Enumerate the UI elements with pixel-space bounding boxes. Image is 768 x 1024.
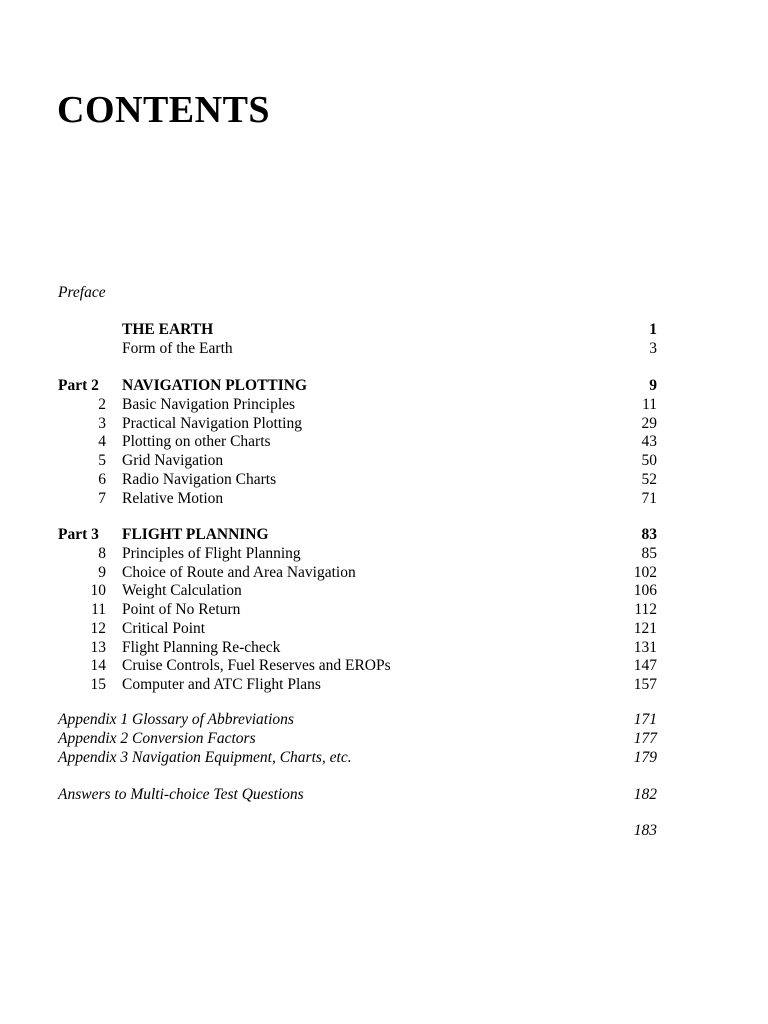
chapter-number: 11 xyxy=(91,601,106,618)
chapter-number: 10 xyxy=(90,582,106,599)
page-number: 3 xyxy=(649,340,657,357)
chapter-title: Grid Navigation xyxy=(122,452,224,469)
chapter-title: Practical Navigation Plotting xyxy=(122,415,302,432)
chapter-title: Radio Navigation Charts xyxy=(122,471,277,488)
chapter-title: Basic Navigation Principles xyxy=(122,396,296,413)
page-number: 71 xyxy=(641,490,657,507)
page-number: 50 xyxy=(641,452,657,469)
chapter-title: Relative Motion xyxy=(122,490,224,507)
page-number: 179 xyxy=(633,749,657,766)
preface-entry: Preface xyxy=(58,284,106,301)
chapter-number: 14 xyxy=(90,657,106,674)
chapter-title: Form of the Earth xyxy=(122,340,233,357)
chapter-title: Weight Calculation xyxy=(122,582,242,599)
chapter-number: 9 xyxy=(98,564,106,581)
chapter-number: 2 xyxy=(98,396,106,413)
chapter-title: Cruise Controls, Fuel Reserves and EROPs xyxy=(122,657,391,674)
page-number: 102 xyxy=(633,564,657,581)
chapter-row xyxy=(0,451,768,470)
chapter-row xyxy=(0,675,768,694)
chapter-row xyxy=(0,432,768,451)
chapter-row xyxy=(0,395,768,414)
chapter-number: 8 xyxy=(98,545,106,562)
chapter-number: 7 xyxy=(98,490,106,507)
page-number: 52 xyxy=(641,471,657,488)
chapter-title: Point of No Return xyxy=(122,601,241,618)
page-number: 9 xyxy=(649,377,657,394)
page-number: 85 xyxy=(641,545,657,562)
appendix-title: Appendix 1 Glossary of Abbreviations xyxy=(58,711,294,728)
part1-heading-row xyxy=(0,320,768,339)
chapter-row xyxy=(0,489,768,508)
chapter-title: Plotting on other Charts xyxy=(122,433,271,450)
chapter-number: 12 xyxy=(90,620,106,637)
page-number: 112 xyxy=(634,601,657,618)
part-heading: FLIGHT PLANNING xyxy=(122,526,269,543)
chapter-row xyxy=(0,544,768,563)
page-number: 43 xyxy=(641,433,657,450)
page-number: 177 xyxy=(633,730,657,747)
chapter-row xyxy=(0,339,768,358)
chapter-title: Flight Planning Re-check xyxy=(122,639,281,656)
page-number: 11 xyxy=(642,396,657,413)
chapter-number: 4 xyxy=(98,433,106,450)
page-number: 171 xyxy=(633,711,657,728)
page-number: 83 xyxy=(641,526,657,543)
final-page-number: 183 xyxy=(633,822,657,839)
chapter-row xyxy=(0,638,768,657)
chapter-title: Choice of Route and Area Navigation xyxy=(122,564,356,581)
chapter-number: 6 xyxy=(98,471,106,488)
chapter-title: Critical Point xyxy=(122,620,206,637)
page-number: 147 xyxy=(633,657,657,674)
page-number: 1 xyxy=(649,321,657,338)
part-heading: NAVIGATION PLOTTING xyxy=(122,377,308,394)
chapter-number: 13 xyxy=(90,639,106,656)
page-number: 182 xyxy=(633,786,657,803)
page-number: 106 xyxy=(633,582,657,599)
appendix-row xyxy=(0,729,768,748)
appendix-title: Appendix 2 Conversion Factors xyxy=(58,730,256,747)
page-number: 157 xyxy=(633,676,657,693)
page-number: 121 xyxy=(633,620,657,637)
part-label: Part 3 xyxy=(58,526,99,543)
appendix-title: Appendix 3 Navigation Equipment, Charts, etc. xyxy=(58,749,352,766)
answers-row xyxy=(0,785,768,804)
chapter-title: Computer and ATC Flight Plans xyxy=(122,676,321,693)
chapter-number: 5 xyxy=(98,452,106,469)
chapter-number: 15 xyxy=(90,676,106,693)
chapter-row xyxy=(0,656,768,675)
part3-heading-row xyxy=(0,525,768,544)
chapter-row xyxy=(0,600,768,619)
page-number: 29 xyxy=(641,415,657,432)
appendix-row xyxy=(0,748,768,767)
chapter-row xyxy=(0,414,768,433)
chapter-title: Principles of Flight Planning xyxy=(122,545,301,562)
appendix-row xyxy=(0,710,768,729)
answers-title: Answers to Multi-choice Test Questions xyxy=(58,786,304,803)
page-number: 131 xyxy=(633,639,657,656)
part2-heading-row xyxy=(0,376,768,395)
chapter-row xyxy=(0,619,768,638)
chapter-number: 3 xyxy=(98,415,106,432)
chapter-row xyxy=(0,470,768,489)
chapter-row xyxy=(0,581,768,600)
part-heading: THE EARTH xyxy=(122,321,214,338)
part-label: Part 2 xyxy=(58,377,99,394)
page-title: CONTENTS xyxy=(57,89,271,131)
chapter-row xyxy=(0,563,768,582)
